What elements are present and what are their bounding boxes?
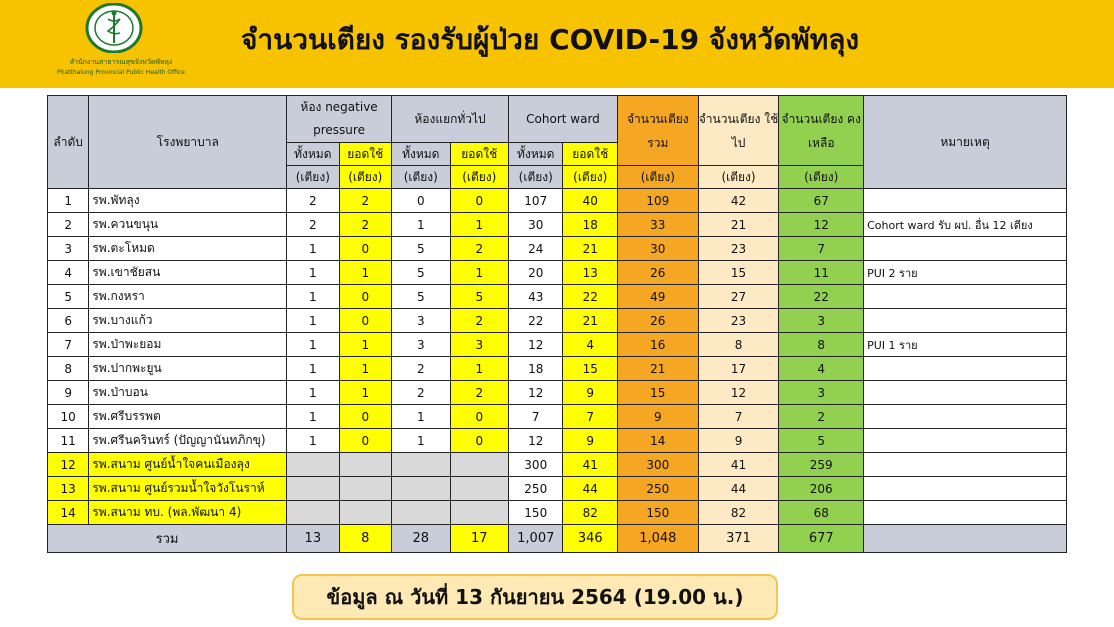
header-np-all: ทั้งหมด: [287, 143, 339, 166]
bed-capacity-table: [47, 95, 1067, 553]
total-cohort-used: 346: [563, 525, 617, 553]
used-beds: 82: [698, 501, 779, 525]
iso-all: 2: [392, 381, 451, 405]
hospital-name: รพ.ศรีนครินทร์ (ปัญญานันทภิกขุ): [89, 429, 287, 453]
used-beds: 9: [698, 429, 779, 453]
remaining-beds: 11: [779, 261, 864, 285]
cohort-all: 24: [509, 237, 563, 261]
hospital-name: รพ.บางแก้ว: [89, 309, 287, 333]
total-beds: 26: [617, 309, 698, 333]
row-no: 1: [48, 189, 89, 213]
total-beds: 14: [617, 429, 698, 453]
total-np-used: 8: [339, 525, 391, 553]
header-hospital: โรงพยาบาล: [89, 96, 287, 189]
np-all: 1: [287, 405, 339, 429]
iso-all: [392, 453, 451, 477]
np-used: 0: [339, 309, 391, 333]
cohort-used: 22: [563, 285, 617, 309]
total-beds-sum: 1,048: [617, 525, 698, 553]
table-row: [48, 357, 1067, 381]
row-note: Cohort ward รับ ผป. อื่น 12 เตียง: [864, 213, 1067, 237]
total-iso-all: 28: [392, 525, 451, 553]
table-row: [48, 405, 1067, 429]
cohort-used: 7: [563, 405, 617, 429]
header-co-used: ยอดใช้: [563, 143, 617, 166]
header-note: หมายเหตุ: [864, 96, 1067, 189]
table-row: [48, 333, 1067, 357]
public-health-seal-icon: [82, 3, 146, 53]
row-no: 11: [48, 429, 89, 453]
table-row: [48, 429, 1067, 453]
np-all: 1: [287, 285, 339, 309]
hospital-name: รพ.ป่าพะยอม: [89, 333, 287, 357]
cohort-used: 13: [563, 261, 617, 285]
header-cohort: Cohort ward: [509, 96, 618, 143]
remaining-beds: 3: [779, 381, 864, 405]
row-no: 9: [48, 381, 89, 405]
unit-label: (เตียง): [509, 166, 563, 189]
iso-used: [450, 477, 509, 501]
remaining-beds: 8: [779, 333, 864, 357]
iso-all: 5: [392, 237, 451, 261]
cohort-all: 12: [509, 381, 563, 405]
hospital-name: รพ.สนาม ทบ. (พล.พัฒนา 4): [89, 501, 287, 525]
cohort-all: 30: [509, 213, 563, 237]
iso-all: 1: [392, 405, 451, 429]
used-beds: 27: [698, 285, 779, 309]
used-beds: 8: [698, 333, 779, 357]
cohort-all: 150: [509, 501, 563, 525]
total-beds: 9: [617, 405, 698, 429]
total-used-sum: 371: [698, 525, 779, 553]
row-no: 5: [48, 285, 89, 309]
cohort-used: 9: [563, 381, 617, 405]
np-all: [287, 477, 339, 501]
table-row: [48, 477, 1067, 501]
table-row: [48, 261, 1067, 285]
unit-label: (เตียง): [392, 166, 451, 189]
total-beds: 15: [617, 381, 698, 405]
total-beds: 26: [617, 261, 698, 285]
unit-label: (เตียง): [450, 166, 509, 189]
np-all: 1: [287, 261, 339, 285]
hospital-name: รพ.ตะโหมด: [89, 237, 287, 261]
iso-all: 2: [392, 357, 451, 381]
unit-label: (เตียง): [287, 166, 339, 189]
total-beds: 21: [617, 357, 698, 381]
used-beds: 41: [698, 453, 779, 477]
table-row: [48, 453, 1067, 477]
used-beds: 42: [698, 189, 779, 213]
total-label: รวม: [48, 525, 287, 553]
cohort-all: 300: [509, 453, 563, 477]
logo-text-english: Phatthalung Provincial Public Health Office: [57, 69, 185, 76]
cohort-used: 21: [563, 309, 617, 333]
remaining-beds: 3: [779, 309, 864, 333]
iso-used: 0: [450, 405, 509, 429]
page-header: [0, 0, 1114, 88]
data-date-note: ข้อมูล ณ วันที่ 13 กันยายน 2564 (19.00 น.): [292, 574, 778, 620]
iso-used: 2: [450, 381, 509, 405]
used-beds: 23: [698, 309, 779, 333]
hospital-name: รพ.ศรีบรรพต: [89, 405, 287, 429]
remaining-beds: 7: [779, 237, 864, 261]
table-row: [48, 381, 1067, 405]
np-used: 1: [339, 357, 391, 381]
iso-all: 1: [392, 213, 451, 237]
header-remaining-beds: จำนวนเตียง คงเหลือ: [779, 96, 864, 166]
cohort-used: 21: [563, 237, 617, 261]
np-used: 0: [339, 285, 391, 309]
iso-all: 3: [392, 333, 451, 357]
row-no: 13: [48, 477, 89, 501]
cohort-all: 12: [509, 429, 563, 453]
iso-used: 5: [450, 285, 509, 309]
total-beds: 33: [617, 213, 698, 237]
unit-label: (เตียง): [698, 166, 779, 189]
remaining-beds: 12: [779, 213, 864, 237]
logo-text-thai: สำนักงานสาธารณสุขจังหวัดพัทลุง: [69, 58, 173, 66]
row-note: [864, 381, 1067, 405]
row-note: [864, 357, 1067, 381]
np-used: 0: [339, 237, 391, 261]
row-note: [864, 453, 1067, 477]
used-beds: 23: [698, 237, 779, 261]
iso-used: 0: [450, 429, 509, 453]
np-all: 1: [287, 333, 339, 357]
total-beds: 150: [617, 501, 698, 525]
hospital-name: รพ.สนาม ศูนย์รวมน้ำใจวังโนราห์: [89, 477, 287, 501]
used-beds: 12: [698, 381, 779, 405]
total-np-all: 13: [287, 525, 339, 553]
hospital-name: รพ.กงหรา: [89, 285, 287, 309]
row-note: [864, 501, 1067, 525]
remaining-beds: 2: [779, 405, 864, 429]
cohort-used: 18: [563, 213, 617, 237]
np-used: 1: [339, 333, 391, 357]
total-remaining-sum: 677: [779, 525, 864, 553]
iso-used: 0: [450, 189, 509, 213]
total-beds: 250: [617, 477, 698, 501]
used-beds: 7: [698, 405, 779, 429]
np-all: 1: [287, 309, 339, 333]
page-title: จำนวนเตียง รองรับผู้ป่วย COVID-19 จังหวัดพัทลุง: [240, 23, 860, 56]
ministry-logo: [56, 3, 186, 81]
header-total-beds: จำนวนเตียง รวม: [617, 96, 698, 166]
row-no: 8: [48, 357, 89, 381]
total-beds: 16: [617, 333, 698, 357]
np-used: 2: [339, 189, 391, 213]
row-note: [864, 405, 1067, 429]
hospital-name: รพ.ควนขนุน: [89, 213, 287, 237]
row-note: [864, 429, 1067, 453]
iso-used: [450, 501, 509, 525]
remaining-beds: 259: [779, 453, 864, 477]
iso-used: 1: [450, 261, 509, 285]
total-beds: 300: [617, 453, 698, 477]
np-all: 1: [287, 381, 339, 405]
total-iso-used: 17: [450, 525, 509, 553]
iso-all: 1: [392, 429, 451, 453]
iso-all: 0: [392, 189, 451, 213]
cohort-used: 9: [563, 429, 617, 453]
table-row: [48, 237, 1067, 261]
table-row: [48, 213, 1067, 237]
cohort-all: 18: [509, 357, 563, 381]
hospital-name: รพ.ป่าบอน: [89, 381, 287, 405]
cohort-all: 107: [509, 189, 563, 213]
used-beds: 44: [698, 477, 779, 501]
used-beds: 21: [698, 213, 779, 237]
used-beds: 17: [698, 357, 779, 381]
total-row: [48, 525, 1067, 553]
cohort-used: 41: [563, 453, 617, 477]
cohort-all: 7: [509, 405, 563, 429]
header-iso-all: ทั้งหมด: [392, 143, 451, 166]
remaining-beds: 67: [779, 189, 864, 213]
header-isolation: ห้องแยกทั่วไป: [392, 96, 509, 143]
cohort-all: 22: [509, 309, 563, 333]
row-note: [864, 285, 1067, 309]
iso-used: [450, 453, 509, 477]
header-used-beds: จำนวนเตียง ใช้ไป: [698, 96, 779, 166]
table-row: [48, 501, 1067, 525]
np-all: 1: [287, 357, 339, 381]
row-note: PUI 2 ราย: [864, 261, 1067, 285]
hospital-name: รพ.ปากพะยูน: [89, 357, 287, 381]
np-used: 2: [339, 213, 391, 237]
np-used: [339, 477, 391, 501]
cohort-used: 15: [563, 357, 617, 381]
row-no: 14: [48, 501, 89, 525]
iso-all: 3: [392, 309, 451, 333]
iso-all: [392, 477, 451, 501]
np-all: 1: [287, 429, 339, 453]
row-no: 4: [48, 261, 89, 285]
np-all: 2: [287, 189, 339, 213]
iso-used: 1: [450, 357, 509, 381]
total-beds: 30: [617, 237, 698, 261]
np-used: 1: [339, 381, 391, 405]
unit-label: (เตียง): [563, 166, 617, 189]
iso-used: 2: [450, 237, 509, 261]
remaining-beds: 4: [779, 357, 864, 381]
remaining-beds: 5: [779, 429, 864, 453]
unit-label: (เตียง): [617, 166, 698, 189]
hospital-name: รพ.สนาม ศูนย์น้ำใจคนเมืองลุง: [89, 453, 287, 477]
np-all: 1: [287, 237, 339, 261]
row-no: 12: [48, 453, 89, 477]
cohort-used: 40: [563, 189, 617, 213]
cohort-all: 12: [509, 333, 563, 357]
cohort-used: 82: [563, 501, 617, 525]
np-used: [339, 453, 391, 477]
remaining-beds: 68: [779, 501, 864, 525]
np-used: 1: [339, 261, 391, 285]
header-negative-pressure: ห้อง negative pressure: [287, 96, 392, 143]
row-note: PUI 1 ราย: [864, 333, 1067, 357]
iso-used: 2: [450, 309, 509, 333]
header-no: ลำดับ: [48, 96, 89, 189]
header-iso-used: ยอดใช้: [450, 143, 509, 166]
total-note: [864, 525, 1067, 553]
row-no: 6: [48, 309, 89, 333]
hospital-name: รพ.พัทลุง: [89, 189, 287, 213]
remaining-beds: 22: [779, 285, 864, 309]
np-all: 2: [287, 213, 339, 237]
row-note: [864, 237, 1067, 261]
unit-label: (เตียง): [339, 166, 391, 189]
iso-all: [392, 501, 451, 525]
cohort-all: 43: [509, 285, 563, 309]
used-beds: 15: [698, 261, 779, 285]
table-row: [48, 189, 1067, 213]
total-beds: 109: [617, 189, 698, 213]
np-used: 0: [339, 429, 391, 453]
np-used: [339, 501, 391, 525]
cohort-all: 20: [509, 261, 563, 285]
row-no: 7: [48, 333, 89, 357]
row-note: [864, 477, 1067, 501]
iso-used: 1: [450, 213, 509, 237]
row-no: 10: [48, 405, 89, 429]
iso-used: 3: [450, 333, 509, 357]
header-co-all: ทั้งหมด: [509, 143, 563, 166]
row-note: [864, 309, 1067, 333]
header-np-used: ยอดใช้: [339, 143, 391, 166]
np-all: [287, 453, 339, 477]
table-row: [48, 285, 1067, 309]
unit-label: (เตียง): [779, 166, 864, 189]
cohort-used: 44: [563, 477, 617, 501]
iso-all: 5: [392, 261, 451, 285]
row-note: [864, 189, 1067, 213]
iso-all: 5: [392, 285, 451, 309]
row-no: 2: [48, 213, 89, 237]
remaining-beds: 206: [779, 477, 864, 501]
np-all: [287, 501, 339, 525]
total-beds: 49: [617, 285, 698, 309]
total-cohort-all: 1,007: [509, 525, 563, 553]
table-row: [48, 309, 1067, 333]
hospital-name: รพ.เขาชัยสน: [89, 261, 287, 285]
cohort-all: 250: [509, 477, 563, 501]
cohort-used: 4: [563, 333, 617, 357]
row-no: 3: [48, 237, 89, 261]
np-used: 0: [339, 405, 391, 429]
